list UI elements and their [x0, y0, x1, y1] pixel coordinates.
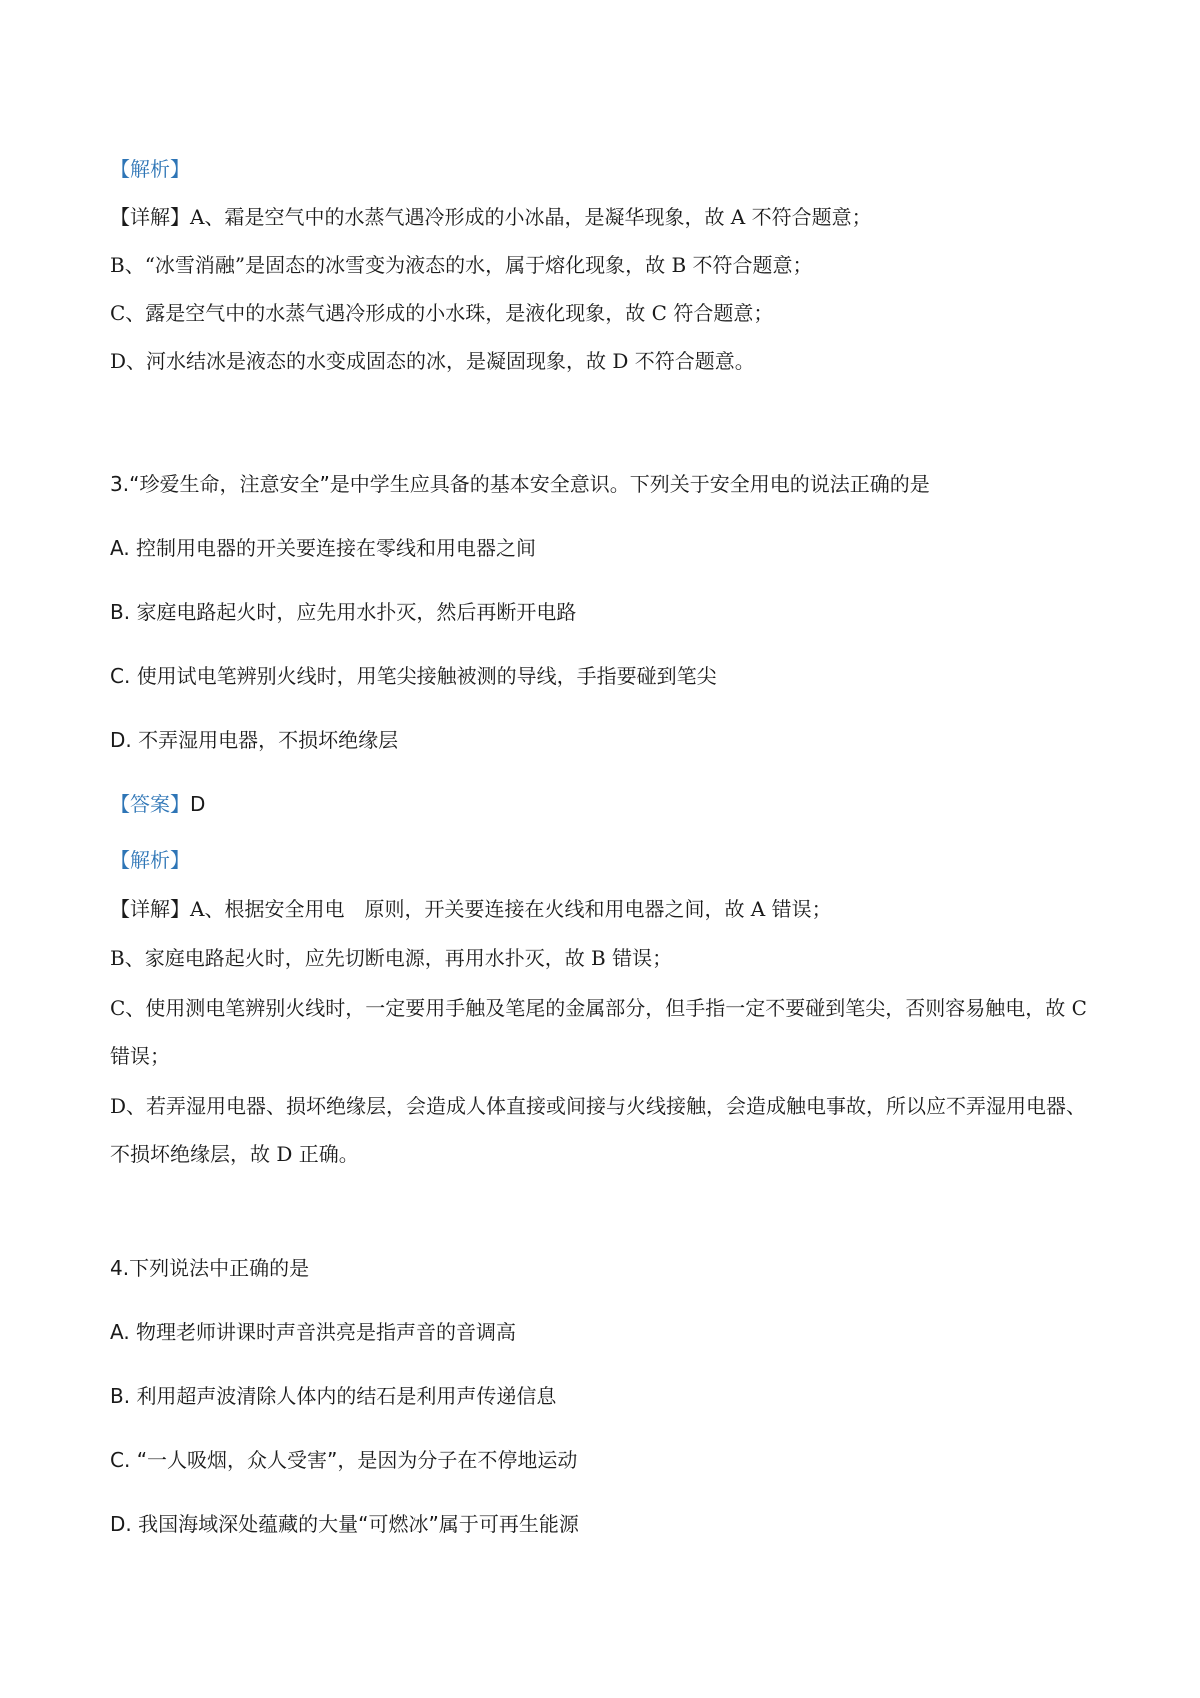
option-text: “一人吸烟，众人受害”，是因为分子在不停地运动 [136, 1448, 578, 1472]
q3-detail-b: B、家庭电路起火时，应先切断电源，再用水扑灭，故 B 错误； [110, 946, 673, 970]
option-letter: A. [110, 536, 130, 560]
q4-option-a [110, 1318, 516, 1346]
detail-line-d: D、河水结冰是液态的水变成固态的冰，是凝固现象，故 D 不符合题意。 [110, 349, 755, 373]
question-3-stem: 3.“珍爱生命，注意安全”是中学生应具备的基本安全意识。下列关于安全用电的说法正确的是 [110, 472, 930, 496]
q4-option-b [110, 1382, 556, 1410]
answer-value: D [190, 792, 206, 816]
detail-label: 【详解】 [110, 897, 190, 921]
option-text: 利用超声波清除人体内的结石是利用声传递信息 [136, 1384, 557, 1408]
detail-line-c: C、露是空气中的水蒸气遇冷形成的小水珠，是液化现象，故 C 符合题意； [110, 301, 774, 325]
option-text: 物理老师讲课时声音洪亮是指声音的音调高 [136, 1320, 517, 1344]
option-text: 不弄湿用电器，不损坏绝缘层 [138, 728, 399, 752]
detail-text: A、根据安全用电 原则，开关要连接在火线和用电器之间，故 A 错误； [190, 897, 832, 921]
option-letter: A. [110, 1320, 130, 1344]
detail-line-b: B、“冰雪消融”是固态的冰雪变为液态的水，属于熔化现象，故 B 不符合题意； [110, 253, 813, 277]
q3-detail-a [110, 895, 832, 923]
option-letter: C. [110, 1448, 131, 1472]
q4-option-d [110, 1510, 579, 1538]
detail-label: 【详解】 [110, 205, 190, 229]
q3-option-d [110, 726, 398, 754]
detail-line-a [110, 203, 872, 231]
option-letter: D. [110, 1512, 132, 1536]
q3-analysis-label: 【解析】 [110, 848, 190, 872]
q3-answer [110, 790, 205, 818]
option-letter: B. [110, 600, 131, 624]
q3-option-a [110, 534, 536, 562]
q4-option-c [110, 1446, 577, 1474]
q3-detail-d: D、若弄湿用电器、损坏绝缘层，会造成人体直接或间接与火线接触，会造成触电事故，所以应不弄湿用电器、不损坏绝缘层，故 D 正确。 [110, 1094, 1087, 1166]
q3-option-c [110, 662, 717, 690]
q3-option-b [110, 598, 576, 626]
option-text: 家庭电路起火时，应先用水扑灭，然后再断开电路 [136, 600, 577, 624]
option-text: 控制用电器的开关要连接在零线和用电器之间 [136, 536, 537, 560]
option-text: 使用试电笔辨别火线时，用笔尖接触被测的导线，手指要碰到笔尖 [136, 664, 717, 688]
question-4-stem: 4.下列说法中正确的是 [110, 1256, 310, 1280]
option-letter: B. [110, 1384, 131, 1408]
detail-text: A、霜是空气中的水蒸气遇冷形成的小冰晶，是凝华现象，故 A 不符合题意； [190, 205, 872, 229]
option-letter: D. [110, 728, 132, 752]
analysis-label: 【解析】 [110, 157, 190, 181]
answer-label: 【答案】 [110, 792, 190, 816]
q3-detail-c: C、使用测电笔辨别火线时，一定要用手触及笔尾的金属部分，但手指一定不要碰到笔尖，否则容易触电，故 C 错误； [110, 996, 1087, 1068]
option-text: 我国海域深处蕴藏的大量“可燃冰”属于可再生能源 [138, 1512, 579, 1536]
option-letter: C. [110, 664, 131, 688]
